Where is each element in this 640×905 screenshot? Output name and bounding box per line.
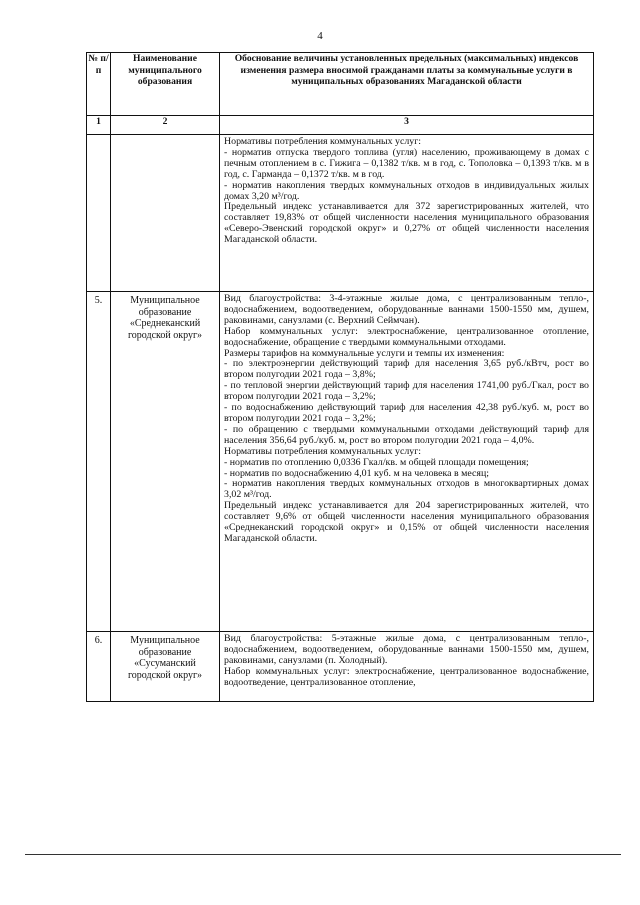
text-line: - норматив накопления твердых коммунальных отходов в индивидуальных жилых домах 3,20 м³/год. (224, 179, 589, 202)
text-line: Нормативы потребления коммунальных услуг: (224, 445, 422, 457)
column-number: 2 (111, 116, 220, 135)
municipality-name: Муниципальное образование «Сусуманский городской округ» (111, 632, 220, 702)
basis-text (220, 632, 594, 702)
text-line: Вид благоустройства: 3-4-этажные жилые дома, с централизованным тепло-, водоснабжением, водоотведением, оборудованные ваннами 1500-1550 мм, душем, раковинами, санузлами (с. Верхний Сеймчан). (224, 293, 589, 326)
text-line: - норматив по отоплению 0,0336 Гкал/кв. м общей площади помещения; (224, 456, 529, 468)
text-line: - по обращению с твердыми коммунальными отходами действующий тариф для населения 356,64 руб./куб. м, рост во втором полугодии 2021 года – 4,0%. (224, 423, 589, 446)
column-number: 3 (220, 116, 594, 135)
row-number: 5. (87, 292, 111, 632)
municipality-name: Муниципальное образование «Среднеканский городской округ» (111, 292, 220, 632)
basis-text (220, 135, 594, 292)
row-number: 6. (87, 632, 111, 702)
text-line: - норматив отпуска твердого топлива (угля) населению, проживающему в домах с печным отоплением в с. Гижига – 0,1382 т/кв. м в год, с. Тополовка – 0,1393 т/кв. м в год, с. Гарманда – 0,1372 т/кв. м в год. (224, 146, 589, 180)
footer-divider (25, 854, 621, 855)
table-row (87, 632, 594, 702)
text-line: Нормативы потребления коммунальных услуг: (224, 136, 422, 147)
basis-text (220, 292, 594, 632)
header-basis: Обоснование величины установленных предельных (максимальных) индексов изменения размера вносимой гражданами платы за коммунальные услуги в муниципальных образованиях Магаданской области (220, 53, 594, 116)
table-row (87, 135, 594, 292)
tariff-index-table (86, 52, 594, 702)
header-name: Наименование муниципального образования (111, 53, 220, 116)
column-number: 1 (87, 116, 111, 135)
row-number (87, 135, 111, 292)
text-line: - по водоснабжению действующий тариф для населения 42,38 руб./куб. м, рост во втором полугодии 2021 года – 3,2%; (224, 402, 589, 424)
text-line: Вид благоустройства: 5-этажные жилые дома, с централизованным тепло-, водоснабжением, водоотведением, оборудованные ваннами 1500-1550 мм, душем, раковинами, санузлами (п. Холодный). (224, 633, 589, 666)
text-line: Размеры тарифов на коммунальные услуги и темпы их изменения: (224, 347, 505, 359)
page-number: 4 (317, 30, 323, 42)
text-line: - норматив накопления твердых коммунальных отходов в многоквартирных домах 3,02 м³/год. (224, 478, 589, 501)
text-line: - норматив по водоснабжению 4,01 куб. м на человека в месяц; (224, 467, 489, 479)
text-line: Предельный индекс устанавливается для 372 зарегистрированных жителей, что составляет 19,83% от общей численности населения муниципального образования «Северо-Эвенский городской округ» и 0,27% от общей численности населения Магаданской области. (224, 201, 589, 246)
text-line: - по тепловой энергии действующий тариф для населения 1741,00 руб./Гкал, рост во втором полугодии 2021 года – 3,2%; (224, 380, 589, 403)
text-line: Набор коммунальных услуг: электроснабжение, централизованное водоснабжение, водоотведение, централизованное отопление, (224, 665, 589, 688)
column-numbers-row (87, 116, 594, 135)
table-header-row (87, 53, 594, 116)
header-num: № п/п (87, 53, 111, 116)
table-row (87, 292, 594, 632)
text-line: - по электроэнергии действующий тариф для населения 3,65 руб./кВтч, рост во втором полугодии 2021 года – 3,8%; (224, 358, 589, 381)
text-line: Предельный индекс устанавливается для 204 зарегистрированных жителей, что составляет 9,6% от общей численности населения муниципального образования «Среднеканский городской округ» и 0,15% от общей численности населения Магаданской области. (224, 500, 589, 544)
text-line: Набор коммунальных услуг: электроснабжение, централизованное отопление, водоснабжение, обращение с твердыми коммунальными отходами. (224, 325, 589, 348)
municipality-name (111, 135, 220, 292)
